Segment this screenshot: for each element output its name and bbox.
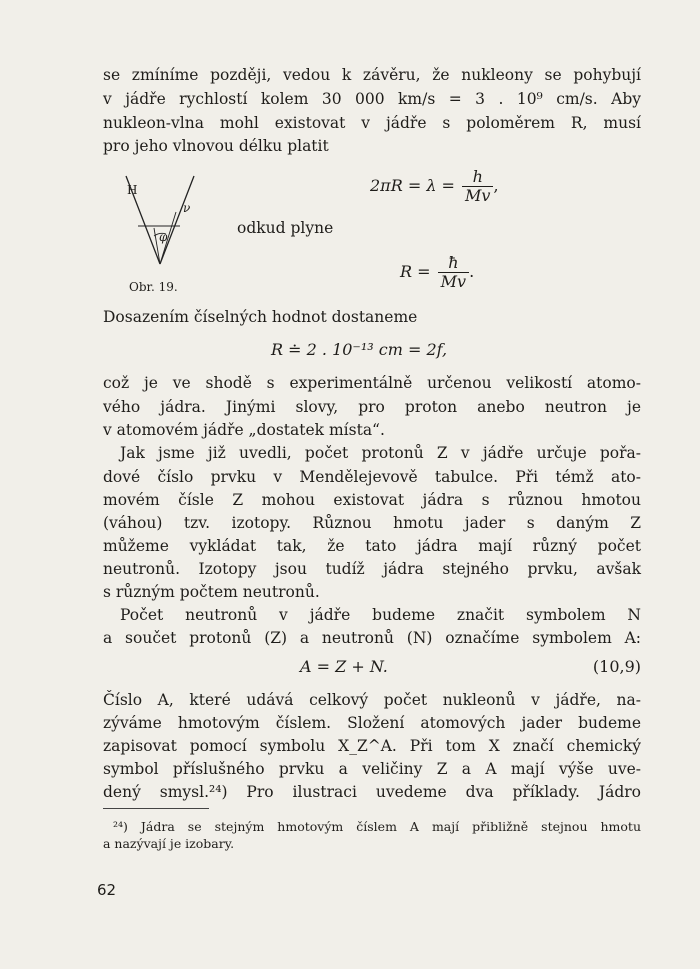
equation-lhs: R = [400, 262, 431, 281]
fraction [462, 168, 493, 205]
text-line: nukleon-vlna mohl existovat v jádře s poloměrem R, musí [103, 114, 641, 132]
text-line: Jak jsme již uvedli, počet protonů Z v jádře určuje pořa- [120, 444, 641, 462]
fraction-numerator: h [462, 168, 493, 187]
text-line: (váhou) tzv. izotopy. Různou hmotu jader s daným Z [103, 514, 641, 532]
text-line: vého jádra. Jinými slovy, pro proton anebo neutron je [103, 398, 641, 416]
text-line: v atomovém jádře „dostatek místa“. [103, 421, 385, 439]
text-line: v jádře rychlostí kolem 30 000 km/s = 3 . 10⁹ cm/s. Aby [103, 90, 641, 108]
figure-label-phi: φ [159, 230, 168, 244]
text-line: Číslo A, které udává celkový počet nukleonů v jádře, na- [103, 691, 641, 709]
text-line: neutronů. Izotopy jsou tudíž jádra stejného prvku, avšak [103, 560, 641, 578]
fraction-denominator: Mv [440, 272, 467, 291]
figure-label-nu: ν [183, 201, 191, 215]
footnote-line: ²⁴) Jádra se stejným hmotovým číslem A mají přibližně stejnou hmotu [113, 819, 641, 834]
footnote-divider [103, 808, 209, 809]
equation-trail: , [493, 176, 499, 195]
fraction-numerator: ħ [438, 254, 469, 273]
equation-mass-number: A = Z + N. [300, 657, 388, 676]
fraction [438, 254, 469, 291]
text-line: se zmíníme později, vedou k závěru, že nukleony se pohybují [103, 66, 641, 84]
equation-radius-value: R ≐ 2 . 10⁻¹³ cm = 2f, [271, 340, 448, 359]
text-line: dové číslo prvku v Mendělejevově tabulce. Při témž ato- [103, 468, 641, 486]
equation-number: (10,9) [592, 657, 641, 676]
fraction-denominator: Mv [465, 186, 491, 205]
text-line: zýváme hmotovým číslem. Složení atomových jader budeme [103, 714, 641, 732]
text-line: pro jeho vlnovou délku platit [103, 137, 329, 155]
text-line: Dosazením číselných hodnot dostaneme [103, 308, 418, 326]
text-line: movém čísle Z mohou existovat jádra s různou hmotou [103, 491, 641, 509]
text-line: což je ve shodě s experimentálně určenou velikostí atomo- [103, 374, 641, 392]
odkud-text: odkud plyne [237, 219, 334, 237]
page-number: 62 [97, 881, 117, 899]
text-line: a součet protonů (Z) a neutronů (N) označíme symbolem A: [103, 629, 641, 647]
footnote-line: a nazývají je izobary. [103, 836, 235, 851]
text-line: zapisovat pomocí symbolu X_Z^A. Při tom X značí chemický [103, 737, 641, 755]
figure-label-h: H [127, 183, 138, 197]
text-line: Počet neutronů v jádře budeme značit symbolem N [120, 606, 641, 624]
figure-caption: Obr. 19. [129, 280, 178, 294]
text-line: s různým počtem neutronů. [103, 583, 320, 601]
text-line: dený smysl.²⁴) Pro ilustraci uvedeme dva příklady. Jádro [103, 783, 641, 801]
equation-trail: . [469, 262, 475, 281]
text-line: můžeme vykládat tak, že tato jádra mají různý počet [103, 537, 641, 555]
text-line: symbol příslušného prvku a veličiny Z a A mají výše uve- [103, 760, 641, 778]
equation-lhs: 2πR = λ = [370, 176, 455, 195]
equation-radius [400, 254, 474, 291]
equation-wavelength [370, 168, 499, 205]
